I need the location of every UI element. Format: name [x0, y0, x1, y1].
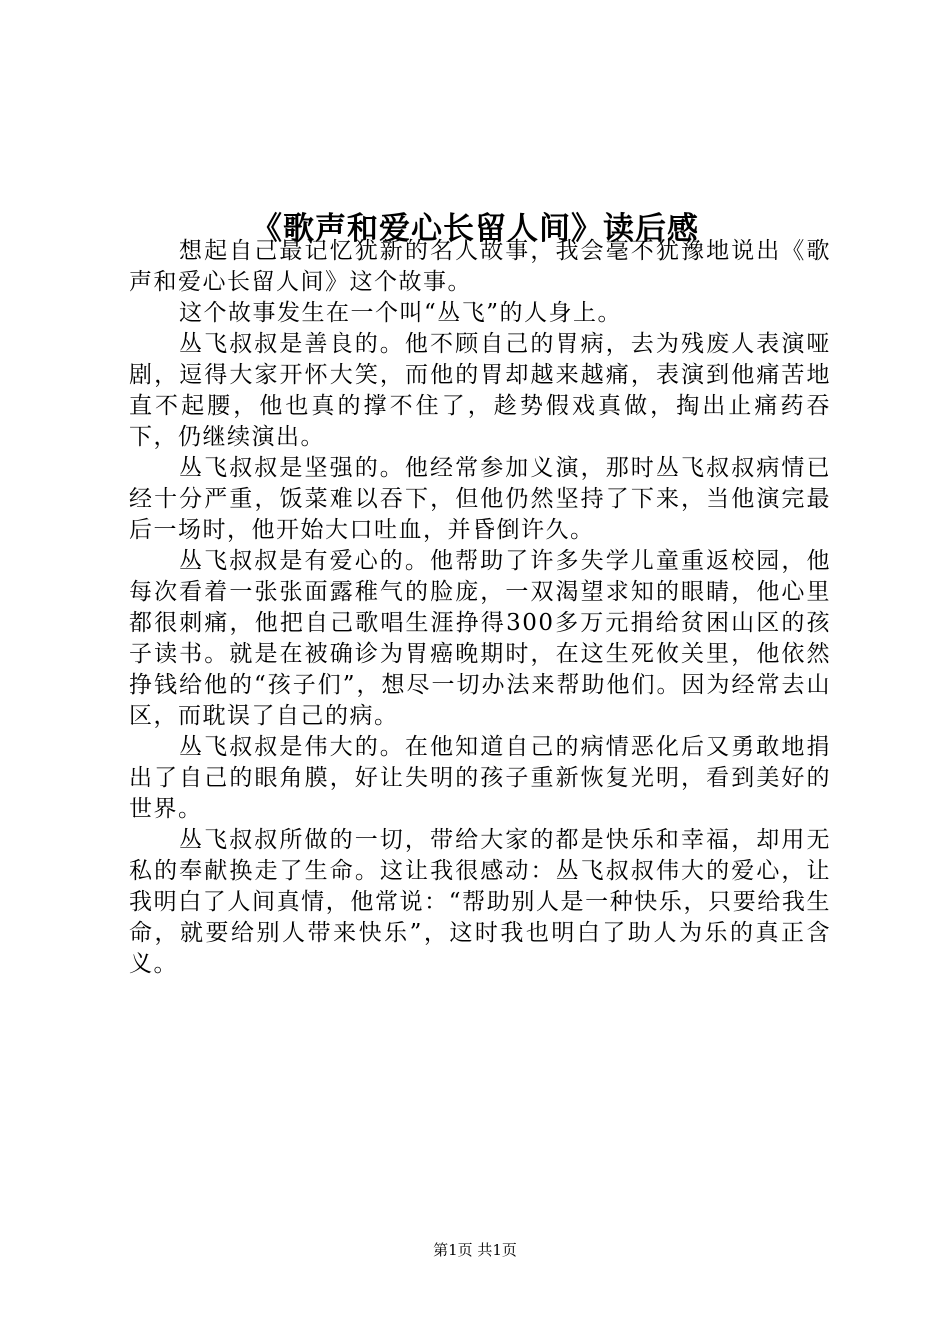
- paragraph-6: 丛飞叔叔是伟大的。在他知道自己的病情恶化后又勇敢地捐出了自己的眼角膜，好让失明的孩子重新恢复光明，看到美好的世界。: [129, 734, 831, 822]
- document-title: 《歌声和爱心长留人间》读后感: [251, 210, 699, 247]
- paragraph-7: 丛飞叔叔所做的一切，带给大家的都是快乐和幸福，却用无私的奉献换走了生命。这让我很感动：丛飞叔叔伟大的爱心，让我明白了人间真情，他常说：“帮助别人是一种快乐，只要给我生命，就要给别人带来快乐”，这时我也明白了助人为乐的真正含义。: [129, 827, 831, 977]
- paragraph-5: 丛飞叔叔是有爱心的。他帮助了许多失学儿童重返校园，他每次看着一张张面露稚气的脸庞，一双渴望求知的眼睛，他心里都很刺痛，他把自己歌唱生涯挣得300多万元捐给贫困山区的孩子读书。就是在被确诊为胃癌晚期时，在这生死攸关里，他依然挣钱给他的“孩子们”，想尽一切办法来帮助他们。因为经常去山区，而耽误了自己的病。: [129, 548, 831, 729]
- paragraph-2: 这个故事发生在一个叫“丛飞”的人身上。: [179, 300, 623, 326]
- paragraph-1: 想起自己最记忆犹新的名人故事，我会毫不犹豫地说出《歌声和爱心长留人间》这个故事。: [129, 238, 831, 295]
- document-body: [129, 236, 831, 980]
- page-footer: 第1页 共1页: [433, 1241, 517, 1259]
- paragraph-3: 丛飞叔叔是善良的。他不顾自己的胃病，去为残废人表演哑剧，逗得大家开怀大笑，而他的胃却越来越痛，表演到他痛苦地直不起腰，他也真的撑不住了，趁势假戏真做，掏出止痛药吞下，仍继续演出。: [129, 331, 831, 450]
- paragraph-4: 丛飞叔叔是坚强的。他经常参加义演，那时丛飞叔叔病情已经十分严重，饭菜难以吞下，但他仍然坚持了下来，当他演完最后一场时，他开始大口吐血，并昏倒许久。: [129, 455, 831, 543]
